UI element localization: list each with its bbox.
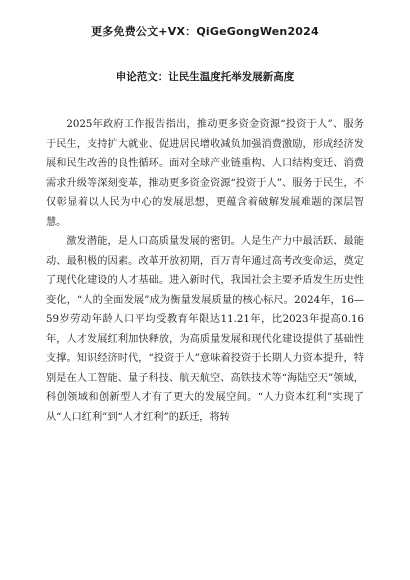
promo-header: 更多免费公文+VX：QiGeGongWen2024 [91,25,319,38]
paragraph-2: 激发潜能，是人口高质量发展的密钥。人是生产力中最活跃、最能动、最积极的因素。改革开放初期，百万青年通过高考改变命运，奠定了现代化建设的人才基础。进入新时代，我国社会主要矛盾发生历史性变化，“人的全面发展”成为衡量发展质量的核心标尺。2024年，16—59岁劳动年龄人口平均受教育年限达11.21年，比2023年提高0.16年，人才发展红利加快释放，为高质量发展和现代化建设提供了基础性支撑。知识经济时代，“投资于人”意味着投资于长期人力资本提升，特别是在人工智能、量子科技、航天航空、高铁技术等“海陆空天”领域，科创领域和创新型人才有了更大的发展空间。“人力资本红利”实现了从“人口红利”到“人才红利”的跃迁，将转 [46,236,364,423]
paragraph-1: 2025年政府工作报告指出，推动更多资金资源“投资于人”、服务于民生，支持扩大就业、促进居民增收减负加强消费激励，形成经济发展和民生改善的良性循环。面对全球产业链重构、人口结构变迁、消费需求升级等深刻变革，推动更多资金资源“投资于人”、服务于民生，不仅彰显着以人民为中心的发展思想，更蕴含着破解发展难题的深层智慧。 [46,119,364,228]
article-body [46,115,364,427]
article-title: 申论范文：让民生温度托举发展新高度 [115,71,295,83]
